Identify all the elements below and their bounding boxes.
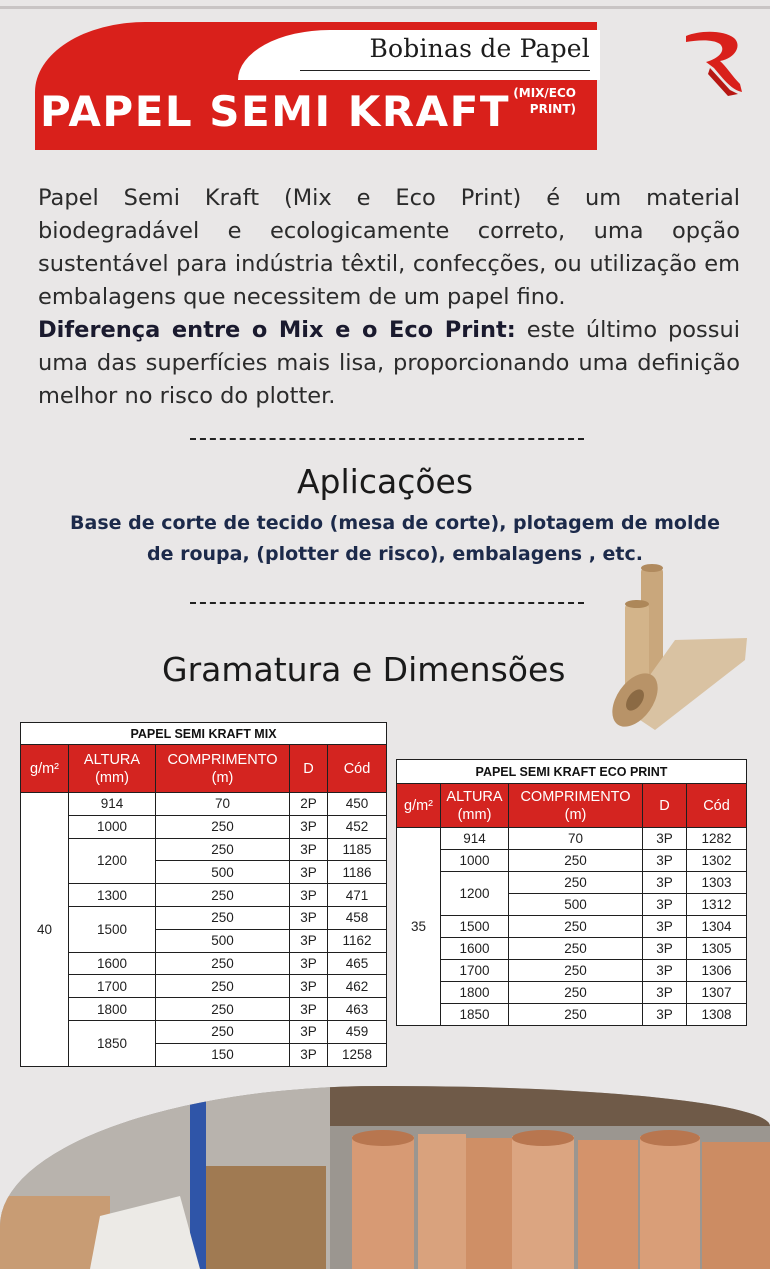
- cell: 1304: [687, 916, 747, 938]
- table-row: [21, 952, 387, 975]
- brand-logo-icon: [680, 28, 746, 98]
- col-header: ALTURA (mm): [69, 745, 156, 793]
- cell: 500: [509, 894, 643, 916]
- cell: 3P: [643, 938, 687, 960]
- table-row: [21, 838, 387, 861]
- cell: 250: [509, 916, 643, 938]
- cell: 1302: [687, 850, 747, 872]
- cell: 250: [156, 952, 290, 975]
- cell: 3P: [290, 815, 328, 838]
- applications-heading: Aplicações: [296, 462, 474, 501]
- difference-label: Diferença entre o Mix e o Eco Print:: [38, 317, 516, 343]
- cell: 250: [509, 960, 643, 982]
- cell: 3P: [290, 838, 328, 861]
- top-divider: [0, 6, 770, 9]
- cell: 1282: [687, 828, 747, 850]
- table-caption: PAPEL SEMI KRAFT ECO PRINT: [397, 760, 747, 784]
- cell: 3P: [290, 884, 328, 907]
- col-header: ALTURA (mm): [441, 784, 509, 828]
- cell: 70: [509, 828, 643, 850]
- cell: 458: [328, 906, 387, 929]
- cell: 1200: [69, 838, 156, 884]
- cell: 1305: [687, 938, 747, 960]
- table-row: [21, 815, 387, 838]
- cell: 1850: [441, 1004, 509, 1026]
- cell: 1200: [441, 872, 509, 916]
- cell: 3P: [290, 906, 328, 929]
- table-row: [21, 975, 387, 998]
- cell: 250: [509, 938, 643, 960]
- table-row: [397, 872, 747, 894]
- cell: 250: [156, 998, 290, 1021]
- cell: 1600: [69, 952, 156, 975]
- col-header: D: [290, 745, 328, 793]
- table-caption: PAPEL SEMI KRAFT MIX: [21, 723, 387, 745]
- cell: 3P: [290, 998, 328, 1021]
- cell: 500: [156, 861, 290, 884]
- col-header: COMPRIMENTO (m): [156, 745, 290, 793]
- applications-text: Base de corte de tecido (mesa de corte), plotagem de molde de roupa, (plotter de risco), embalagens , etc.: [70, 512, 720, 565]
- cell: 1800: [441, 982, 509, 1004]
- col-header: g/m²: [397, 784, 441, 828]
- cell: 462: [328, 975, 387, 998]
- warehouse-photo: [0, 1086, 770, 1269]
- paper-rolls-image: [605, 560, 750, 735]
- cell: 1162: [328, 929, 387, 952]
- header-subtitle: Bobinas de Papel: [369, 34, 590, 63]
- cell: 3P: [643, 960, 687, 982]
- cell: 459: [328, 1020, 387, 1043]
- cell: 3P: [643, 850, 687, 872]
- header-tag-line-2: PRINT): [529, 102, 576, 116]
- cell: 1300: [69, 884, 156, 907]
- grammage-heading: Gramatura e Dimensões: [162, 650, 566, 689]
- intro-paragraph: Papel Semi Kraft (Mix e Eco Print) é um material biodegradável e ecologicamente correto, uma opção sustentável para indústria têxtil, confecções, ou utilização em embalagens que necessitem de um papel fino.: [38, 185, 740, 310]
- cell: 3P: [290, 952, 328, 975]
- col-header: g/m²: [21, 745, 69, 793]
- header-variant-tag: [490, 85, 576, 117]
- cell: 250: [509, 872, 643, 894]
- cell: 3P: [290, 929, 328, 952]
- cell: 250: [509, 850, 643, 872]
- cell: 250: [156, 838, 290, 861]
- cell: 2P: [290, 793, 328, 816]
- cell: 3P: [290, 975, 328, 998]
- cell: 250: [509, 1004, 643, 1026]
- col-header: COMPRIMENTO (m): [509, 784, 643, 828]
- cell: 3P: [290, 861, 328, 884]
- cell: 250: [156, 1020, 290, 1043]
- cell: 3P: [643, 1004, 687, 1026]
- cell: 1307: [687, 982, 747, 1004]
- dashed-divider: [190, 602, 584, 604]
- cell: 1800: [69, 998, 156, 1021]
- cell: 3P: [643, 916, 687, 938]
- table-row: [21, 884, 387, 907]
- table-row: [21, 998, 387, 1021]
- cell: 250: [156, 884, 290, 907]
- table-row: [397, 938, 747, 960]
- cell: 1258: [328, 1043, 387, 1066]
- cell: 463: [328, 998, 387, 1021]
- cell: 1700: [441, 960, 509, 982]
- page-title: PAPEL SEMI KRAFT: [40, 87, 511, 136]
- cell: 465: [328, 952, 387, 975]
- cell: 3P: [290, 1043, 328, 1066]
- col-header: Cód: [687, 784, 747, 828]
- col-header: D: [643, 784, 687, 828]
- intro-description: [38, 182, 740, 413]
- cell: 1186: [328, 861, 387, 884]
- table-row: [397, 1004, 747, 1026]
- cell: 1312: [687, 894, 747, 916]
- cell: 1500: [69, 906, 156, 952]
- cell: 1303: [687, 872, 747, 894]
- cell: 70: [156, 793, 290, 816]
- table-row: [21, 906, 387, 929]
- cell: 450: [328, 793, 387, 816]
- gsm-cell: 35: [397, 828, 441, 1026]
- cell: 150: [156, 1043, 290, 1066]
- cell: 914: [69, 793, 156, 816]
- table-row: [21, 1020, 387, 1043]
- cell: 1500: [441, 916, 509, 938]
- cell: 250: [509, 982, 643, 1004]
- cell: 250: [156, 975, 290, 998]
- table-row: [397, 960, 747, 982]
- cell: 914: [441, 828, 509, 850]
- cell: 1308: [687, 1004, 747, 1026]
- table-row: [397, 982, 747, 1004]
- cell: 250: [156, 906, 290, 929]
- cell: 1000: [69, 815, 156, 838]
- cell: 452: [328, 815, 387, 838]
- cell: 250: [156, 815, 290, 838]
- cell: 3P: [643, 828, 687, 850]
- cell: 1185: [328, 838, 387, 861]
- table-semi-kraft-eco-print: [396, 759, 747, 1026]
- table-row: [397, 828, 747, 850]
- cell: 1850: [69, 1020, 156, 1066]
- table-semi-kraft-mix: [20, 722, 387, 1067]
- difference-text: este último possui uma das superfícies mais lisa, proporcionando uma definição melhor no risco do plotter.: [38, 317, 740, 409]
- cell: 3P: [643, 872, 687, 894]
- cell: 471: [328, 884, 387, 907]
- table-row: [21, 793, 387, 816]
- gsm-cell: 40: [21, 793, 69, 1067]
- dashed-divider: [190, 438, 584, 440]
- header-underline: [300, 70, 590, 71]
- cell: 3P: [643, 894, 687, 916]
- table-row: [397, 916, 747, 938]
- cell: 3P: [643, 982, 687, 1004]
- cell: 1700: [69, 975, 156, 998]
- table-row: [397, 850, 747, 872]
- cell: 3P: [290, 1020, 328, 1043]
- cell: 1306: [687, 960, 747, 982]
- col-header: Cód: [328, 745, 387, 793]
- cell: 1600: [441, 938, 509, 960]
- cell: 1000: [441, 850, 509, 872]
- header-tag-line-1: (MIX/ECO: [513, 86, 576, 100]
- cell: 500: [156, 929, 290, 952]
